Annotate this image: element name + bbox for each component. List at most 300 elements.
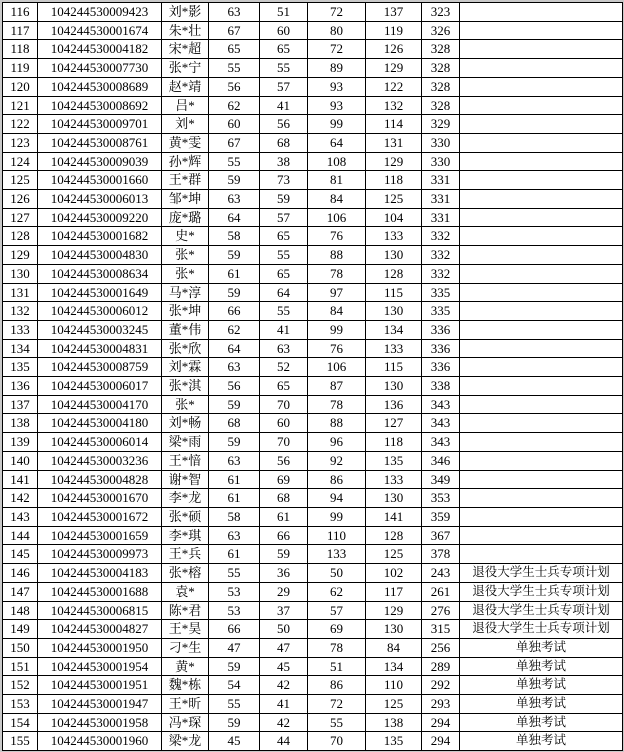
table-row <box>3 320 623 339</box>
score-1-cell: 63 <box>209 358 260 377</box>
score-2-cell: 36 <box>260 564 308 583</box>
score-3-cell: 80 <box>308 21 366 40</box>
name-cell: 刘*霖 <box>162 358 209 377</box>
remark-cell: 单独考试 <box>460 638 623 657</box>
candidate-id-cell: 104244530003236 <box>38 451 162 470</box>
score-4-cell: 128 <box>366 264 422 283</box>
candidate-id-cell: 104244530006013 <box>38 190 162 209</box>
score-2-cell: 70 <box>260 395 308 414</box>
name-cell: 张*榕 <box>162 564 209 583</box>
candidate-id-cell: 104244530001688 <box>38 582 162 601</box>
score-2-cell: 55 <box>260 246 308 265</box>
name-cell: 袁* <box>162 582 209 601</box>
row-number-cell: 136 <box>3 377 38 396</box>
total-score-cell: 328 <box>422 96 460 115</box>
remark-cell <box>460 77 623 96</box>
score-3-cell: 89 <box>308 59 366 78</box>
score-3-cell: 69 <box>308 620 366 639</box>
table-row <box>3 377 623 396</box>
table-row <box>3 152 623 171</box>
row-number-cell: 122 <box>3 115 38 134</box>
score-4-cell: 131 <box>366 133 422 152</box>
name-cell: 宋*超 <box>162 40 209 59</box>
score-2-cell: 59 <box>260 545 308 564</box>
score-1-cell: 53 <box>209 582 260 601</box>
score-3-cell: 93 <box>308 96 366 115</box>
name-cell: 庞*璐 <box>162 208 209 227</box>
table-row <box>3 526 623 545</box>
name-cell: 邹*坤 <box>162 190 209 209</box>
total-score-cell: 243 <box>422 564 460 583</box>
name-cell: 史* <box>162 227 209 246</box>
candidate-id-cell: 104244530008759 <box>38 358 162 377</box>
candidate-id-cell: 104244530007730 <box>38 59 162 78</box>
candidate-id-cell: 104244530009973 <box>38 545 162 564</box>
candidate-id-cell: 104244530004830 <box>38 246 162 265</box>
name-cell: 谢*智 <box>162 470 209 489</box>
name-cell: 李*龙 <box>162 489 209 508</box>
score-3-cell: 87 <box>308 377 366 396</box>
score-2-cell: 65 <box>260 377 308 396</box>
total-score-cell: 294 <box>422 732 460 751</box>
name-cell: 朱*壮 <box>162 21 209 40</box>
total-score-cell: 326 <box>422 21 460 40</box>
score-3-cell: 81 <box>308 171 366 190</box>
score-4-cell: 133 <box>366 470 422 489</box>
remark-cell <box>460 96 623 115</box>
score-4-cell: 135 <box>366 732 422 751</box>
name-cell: 王*昊 <box>162 620 209 639</box>
row-number-cell: 133 <box>3 320 38 339</box>
candidate-id-cell: 104244530001670 <box>38 489 162 508</box>
candidate-id-cell: 104244530009701 <box>38 115 162 134</box>
name-cell: 王*群 <box>162 171 209 190</box>
name-cell: 张* <box>162 395 209 414</box>
total-score-cell: 367 <box>422 526 460 545</box>
row-number-cell: 125 <box>3 171 38 190</box>
name-cell: 李*琪 <box>162 526 209 545</box>
score-4-cell: 138 <box>366 713 422 732</box>
total-score-cell: 330 <box>422 133 460 152</box>
candidate-id-cell: 104244530001950 <box>38 638 162 657</box>
row-number-cell: 132 <box>3 302 38 321</box>
score-3-cell: 96 <box>308 433 366 452</box>
score-4-cell: 129 <box>366 59 422 78</box>
name-cell: 董*伟 <box>162 320 209 339</box>
name-cell: 刁*生 <box>162 638 209 657</box>
score-4-cell: 119 <box>366 21 422 40</box>
table-row <box>3 40 623 59</box>
total-score-cell: 256 <box>422 638 460 657</box>
score-3-cell: 97 <box>308 283 366 302</box>
table-row <box>3 732 623 751</box>
remark-cell <box>460 395 623 414</box>
row-number-cell: 148 <box>3 601 38 620</box>
candidate-id-cell: 104244530001958 <box>38 713 162 732</box>
row-number-cell: 127 <box>3 208 38 227</box>
name-cell: 张*欣 <box>162 339 209 358</box>
remark-cell <box>460 264 623 283</box>
row-number-cell: 155 <box>3 732 38 751</box>
total-score-cell: 336 <box>422 339 460 358</box>
total-score-cell: 328 <box>422 77 460 96</box>
total-score-cell: 359 <box>422 507 460 526</box>
remark-cell <box>460 152 623 171</box>
remark-cell: 退役大学生士兵专项计划 <box>460 582 623 601</box>
score-4-cell: 125 <box>366 545 422 564</box>
row-number-cell: 128 <box>3 227 38 246</box>
table-row <box>3 190 623 209</box>
remark-cell: 单独考试 <box>460 695 623 714</box>
row-number-cell: 126 <box>3 190 38 209</box>
score-1-cell: 59 <box>209 433 260 452</box>
candidate-id-cell: 104244530006014 <box>38 433 162 452</box>
row-number-cell: 117 <box>3 21 38 40</box>
score-3-cell: 78 <box>308 638 366 657</box>
total-score-cell: 343 <box>422 414 460 433</box>
score-3-cell: 70 <box>308 732 366 751</box>
score-table <box>2 2 623 751</box>
table-row <box>3 507 623 526</box>
candidate-id-cell: 104244530009220 <box>38 208 162 227</box>
table-row <box>3 77 623 96</box>
candidate-id-cell: 104244530008634 <box>38 264 162 283</box>
name-cell: 孙*辉 <box>162 152 209 171</box>
remark-cell <box>460 227 623 246</box>
score-4-cell: 133 <box>366 339 422 358</box>
remark-cell <box>460 190 623 209</box>
remark-cell: 退役大学生士兵专项计划 <box>460 620 623 639</box>
candidate-id-cell: 104244530001960 <box>38 732 162 751</box>
score-4-cell: 130 <box>366 489 422 508</box>
score-3-cell: 62 <box>308 582 366 601</box>
score-2-cell: 56 <box>260 451 308 470</box>
candidate-id-cell: 104244530009423 <box>38 3 162 22</box>
score-2-cell: 60 <box>260 414 308 433</box>
row-number-cell: 145 <box>3 545 38 564</box>
table-row <box>3 227 623 246</box>
row-number-cell: 151 <box>3 657 38 676</box>
candidate-id-cell: 104244530001674 <box>38 21 162 40</box>
score-2-cell: 41 <box>260 695 308 714</box>
table-row <box>3 657 623 676</box>
score-3-cell: 64 <box>308 133 366 152</box>
score-3-cell: 88 <box>308 414 366 433</box>
table-row <box>3 115 623 134</box>
score-3-cell: 106 <box>308 208 366 227</box>
score-4-cell: 134 <box>366 320 422 339</box>
score-1-cell: 68 <box>209 414 260 433</box>
candidate-id-cell: 104244530001954 <box>38 657 162 676</box>
score-3-cell: 84 <box>308 190 366 209</box>
name-cell: 黄* <box>162 657 209 676</box>
name-cell: 马*淳 <box>162 283 209 302</box>
score-4-cell: 133 <box>366 227 422 246</box>
score-4-cell: 115 <box>366 358 422 377</box>
row-number-cell: 146 <box>3 564 38 583</box>
table-row <box>3 246 623 265</box>
score-4-cell: 130 <box>366 377 422 396</box>
table-row <box>3 3 623 22</box>
remark-cell <box>460 171 623 190</box>
score-2-cell: 44 <box>260 732 308 751</box>
score-3-cell: 72 <box>308 3 366 22</box>
row-number-cell: 153 <box>3 695 38 714</box>
table-row <box>3 451 623 470</box>
name-cell: 王*昕 <box>162 695 209 714</box>
total-score-cell: 328 <box>422 40 460 59</box>
name-cell: 魏*栋 <box>162 676 209 695</box>
score-1-cell: 47 <box>209 638 260 657</box>
score-4-cell: 141 <box>366 507 422 526</box>
score-1-cell: 55 <box>209 59 260 78</box>
table-row <box>3 433 623 452</box>
total-score-cell: 328 <box>422 59 460 78</box>
score-2-cell: 60 <box>260 21 308 40</box>
score-3-cell: 55 <box>308 713 366 732</box>
score-2-cell: 47 <box>260 638 308 657</box>
row-number-cell: 152 <box>3 676 38 695</box>
table-row <box>3 395 623 414</box>
total-score-cell: 261 <box>422 582 460 601</box>
name-cell: 陈*君 <box>162 601 209 620</box>
remark-cell <box>460 339 623 358</box>
name-cell: 刘*畅 <box>162 414 209 433</box>
score-3-cell: 84 <box>308 302 366 321</box>
score-1-cell: 59 <box>209 246 260 265</box>
score-3-cell: 110 <box>308 526 366 545</box>
total-score-cell: 330 <box>422 152 460 171</box>
score-4-cell: 114 <box>366 115 422 134</box>
row-number-cell: 123 <box>3 133 38 152</box>
score-3-cell: 50 <box>308 564 366 583</box>
score-3-cell: 76 <box>308 227 366 246</box>
score-4-cell: 125 <box>366 695 422 714</box>
score-4-cell: 135 <box>366 451 422 470</box>
row-number-cell: 144 <box>3 526 38 545</box>
remark-cell <box>460 246 623 265</box>
score-1-cell: 55 <box>209 695 260 714</box>
table-row <box>3 695 623 714</box>
score-2-cell: 59 <box>260 190 308 209</box>
score-4-cell: 117 <box>366 582 422 601</box>
remark-cell <box>460 526 623 545</box>
score-1-cell: 64 <box>209 339 260 358</box>
row-number-cell: 154 <box>3 713 38 732</box>
total-score-cell: 346 <box>422 451 460 470</box>
score-1-cell: 61 <box>209 489 260 508</box>
name-cell: 王*愔 <box>162 451 209 470</box>
candidate-id-cell: 104244530008692 <box>38 96 162 115</box>
score-4-cell: 130 <box>366 246 422 265</box>
row-number-cell: 134 <box>3 339 38 358</box>
score-2-cell: 63 <box>260 339 308 358</box>
score-3-cell: 106 <box>308 358 366 377</box>
score-4-cell: 127 <box>366 414 422 433</box>
score-2-cell: 73 <box>260 171 308 190</box>
score-2-cell: 42 <box>260 676 308 695</box>
row-number-cell: 137 <box>3 395 38 414</box>
row-number-cell: 131 <box>3 283 38 302</box>
remark-cell <box>460 507 623 526</box>
total-score-cell: 331 <box>422 190 460 209</box>
score-1-cell: 63 <box>209 526 260 545</box>
remark-cell: 退役大学生士兵专项计划 <box>460 601 623 620</box>
score-1-cell: 67 <box>209 133 260 152</box>
row-number-cell: 149 <box>3 620 38 639</box>
score-1-cell: 45 <box>209 732 260 751</box>
remark-cell <box>460 377 623 396</box>
name-cell: 梁*龙 <box>162 732 209 751</box>
candidate-id-cell: 104244530004182 <box>38 40 162 59</box>
remark-cell <box>460 302 623 321</box>
table-row <box>3 545 623 564</box>
table-row <box>3 414 623 433</box>
score-2-cell: 64 <box>260 283 308 302</box>
name-cell: 张*淇 <box>162 377 209 396</box>
score-4-cell: 115 <box>366 283 422 302</box>
remark-cell <box>460 320 623 339</box>
name-cell: 刘* <box>162 115 209 134</box>
score-4-cell: 122 <box>366 77 422 96</box>
candidate-id-cell: 104244530009039 <box>38 152 162 171</box>
score-4-cell: 118 <box>366 171 422 190</box>
name-cell: 梁*雨 <box>162 433 209 452</box>
table-row <box>3 470 623 489</box>
score-2-cell: 66 <box>260 526 308 545</box>
score-1-cell: 59 <box>209 395 260 414</box>
score-4-cell: 130 <box>366 302 422 321</box>
score-4-cell: 136 <box>366 395 422 414</box>
remark-cell <box>460 545 623 564</box>
score-2-cell: 37 <box>260 601 308 620</box>
candidate-id-cell: 104244530001951 <box>38 676 162 695</box>
candidate-id-cell: 104244530004180 <box>38 414 162 433</box>
row-number-cell: 147 <box>3 582 38 601</box>
candidate-id-cell: 104244530006012 <box>38 302 162 321</box>
score-2-cell: 61 <box>260 507 308 526</box>
total-score-cell: 335 <box>422 302 460 321</box>
row-number-cell: 124 <box>3 152 38 171</box>
total-score-cell: 335 <box>422 283 460 302</box>
total-score-cell: 349 <box>422 470 460 489</box>
row-number-cell: 140 <box>3 451 38 470</box>
score-4-cell: 110 <box>366 676 422 695</box>
score-2-cell: 55 <box>260 59 308 78</box>
score-4-cell: 128 <box>366 526 422 545</box>
row-number-cell: 119 <box>3 59 38 78</box>
score-4-cell: 129 <box>366 601 422 620</box>
name-cell: 张* <box>162 246 209 265</box>
total-score-cell: 343 <box>422 395 460 414</box>
score-1-cell: 59 <box>209 171 260 190</box>
remark-cell: 退役大学生士兵专项计划 <box>460 564 623 583</box>
score-1-cell: 58 <box>209 507 260 526</box>
remark-cell: 单独考试 <box>460 657 623 676</box>
score-4-cell: 129 <box>366 152 422 171</box>
score-2-cell: 57 <box>260 77 308 96</box>
total-score-cell: 378 <box>422 545 460 564</box>
name-cell: 冯*琛 <box>162 713 209 732</box>
table-row <box>3 208 623 227</box>
table-row <box>3 582 623 601</box>
name-cell: 张*坤 <box>162 302 209 321</box>
score-1-cell: 65 <box>209 40 260 59</box>
score-3-cell: 99 <box>308 115 366 134</box>
score-1-cell: 54 <box>209 676 260 695</box>
score-3-cell: 72 <box>308 695 366 714</box>
candidate-id-cell: 104244530001660 <box>38 171 162 190</box>
score-3-cell: 94 <box>308 489 366 508</box>
score-3-cell: 78 <box>308 395 366 414</box>
score-4-cell: 118 <box>366 433 422 452</box>
score-1-cell: 56 <box>209 77 260 96</box>
name-cell: 张*宁 <box>162 59 209 78</box>
remark-cell <box>460 208 623 227</box>
table-row <box>3 264 623 283</box>
table-row <box>3 564 623 583</box>
score-2-cell: 29 <box>260 582 308 601</box>
candidate-id-cell: 104244530001649 <box>38 283 162 302</box>
table-row <box>3 489 623 508</box>
remark-cell <box>460 283 623 302</box>
total-score-cell: 276 <box>422 601 460 620</box>
table-row <box>3 96 623 115</box>
score-3-cell: 51 <box>308 657 366 676</box>
total-score-cell: 332 <box>422 246 460 265</box>
score-3-cell: 86 <box>308 470 366 489</box>
name-cell: 赵*靖 <box>162 77 209 96</box>
candidate-id-cell: 104244530004183 <box>38 564 162 583</box>
score-1-cell: 61 <box>209 264 260 283</box>
score-3-cell: 72 <box>308 40 366 59</box>
table-row <box>3 620 623 639</box>
candidate-id-cell: 104244530001947 <box>38 695 162 714</box>
score-3-cell: 57 <box>308 601 366 620</box>
total-score-cell: 315 <box>422 620 460 639</box>
remark-cell <box>460 21 623 40</box>
candidate-id-cell: 104244530001682 <box>38 227 162 246</box>
row-number-cell: 118 <box>3 40 38 59</box>
score-4-cell: 126 <box>366 40 422 59</box>
score-1-cell: 63 <box>209 451 260 470</box>
candidate-id-cell: 104244530004828 <box>38 470 162 489</box>
total-score-cell: 331 <box>422 171 460 190</box>
table-row <box>3 133 623 152</box>
score-1-cell: 56 <box>209 377 260 396</box>
total-score-cell: 323 <box>422 3 460 22</box>
table-row <box>3 59 623 78</box>
score-1-cell: 64 <box>209 208 260 227</box>
score-4-cell: 125 <box>366 190 422 209</box>
table-row <box>3 21 623 40</box>
table-row <box>3 283 623 302</box>
total-score-cell: 289 <box>422 657 460 676</box>
score-2-cell: 55 <box>260 302 308 321</box>
row-number-cell: 138 <box>3 414 38 433</box>
score-2-cell: 41 <box>260 320 308 339</box>
score-3-cell: 76 <box>308 339 366 358</box>
score-2-cell: 68 <box>260 133 308 152</box>
total-score-cell: 332 <box>422 227 460 246</box>
score-4-cell: 84 <box>366 638 422 657</box>
score-1-cell: 63 <box>209 3 260 22</box>
score-2-cell: 69 <box>260 470 308 489</box>
score-1-cell: 55 <box>209 152 260 171</box>
total-score-cell: 293 <box>422 695 460 714</box>
remark-cell <box>460 414 623 433</box>
score-2-cell: 52 <box>260 358 308 377</box>
